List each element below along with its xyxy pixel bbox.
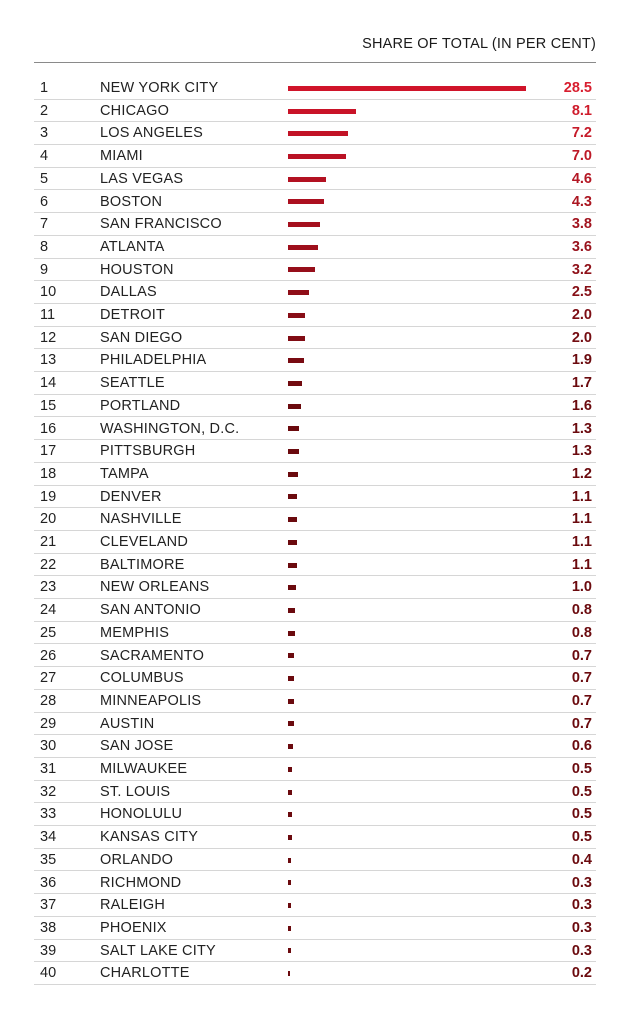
city-label: RICHMOND	[100, 874, 182, 891]
city-label: SEATTLE	[100, 375, 165, 392]
value-label: 0.7	[571, 647, 592, 664]
rank-label: 10	[40, 284, 57, 301]
rank-label: 6	[40, 193, 49, 210]
rank-label: 22	[40, 556, 57, 573]
bar	[288, 358, 304, 363]
city-label: NEW ORLEANS	[100, 579, 210, 596]
value-label: 0.7	[571, 670, 592, 687]
value-label: 4.3	[571, 193, 592, 210]
value-label: 2.5	[571, 284, 592, 301]
value-label: 2.0	[571, 329, 592, 346]
bar	[288, 812, 292, 817]
rank-label: 38	[40, 919, 57, 936]
value-label: 1.7	[571, 375, 592, 392]
table-row	[34, 191, 596, 214]
table-row	[34, 940, 596, 963]
table-row	[34, 418, 596, 441]
bar	[288, 154, 346, 159]
rank-label: 28	[40, 692, 57, 709]
rank-label: 27	[40, 670, 57, 687]
table-row	[34, 168, 596, 191]
rank-label: 4	[40, 148, 49, 165]
bar	[288, 245, 318, 250]
value-label: 0.3	[571, 874, 592, 891]
bar	[288, 199, 324, 204]
value-label: 0.3	[571, 919, 592, 936]
rank-label: 39	[40, 942, 57, 959]
table-row	[34, 554, 596, 577]
bar	[288, 563, 297, 568]
city-label: CHICAGO	[100, 102, 170, 119]
bar	[288, 721, 294, 726]
bar	[288, 267, 315, 272]
bar	[288, 903, 291, 908]
rank-label: 40	[40, 965, 57, 982]
bar	[288, 381, 302, 386]
value-label: 4.6	[571, 170, 592, 187]
value-label: 0.3	[571, 942, 592, 959]
rank-label: 12	[40, 329, 57, 346]
city-label: RALEIGH	[100, 897, 166, 914]
value-label: 1.2	[571, 465, 592, 482]
rank-label: 36	[40, 874, 57, 891]
table-row	[34, 486, 596, 509]
rank-label: 34	[40, 829, 57, 846]
rank-label: 31	[40, 761, 57, 777]
rank-label: 14	[40, 375, 57, 392]
value-label: 1.0	[571, 579, 592, 596]
city-label: MILWAUKEE	[100, 761, 188, 777]
bar	[288, 517, 297, 522]
city-label: PHILADELPHIA	[100, 352, 207, 369]
value-label: 0.2	[571, 965, 592, 982]
table-row	[34, 781, 596, 804]
value-label: 0.5	[571, 761, 592, 777]
rank-label: 18	[40, 465, 57, 482]
bar	[288, 790, 292, 795]
rank-label: 21	[40, 534, 57, 550]
table-row	[34, 894, 596, 917]
bar	[288, 290, 309, 295]
rank-label: 5	[40, 170, 49, 187]
table-row	[34, 713, 596, 736]
value-label: 8.1	[571, 102, 592, 119]
table-row	[34, 849, 596, 872]
bar	[288, 449, 299, 454]
city-label: SAN DIEGO	[100, 329, 183, 346]
value-label: 3.2	[571, 261, 592, 278]
city-label: CLEVELAND	[100, 534, 189, 550]
rank-label: 20	[40, 511, 57, 528]
city-label: PITTSBURGH	[100, 443, 196, 460]
table-row	[34, 372, 596, 395]
rank-label: 17	[40, 443, 57, 460]
value-label: 1.1	[571, 556, 592, 573]
rank-label: 29	[40, 715, 57, 732]
bar	[288, 653, 294, 658]
city-label: ATLANTA	[100, 238, 165, 255]
rank-label: 24	[40, 602, 57, 619]
bar	[288, 585, 296, 590]
bar	[288, 313, 305, 318]
chart-title: SHARE OF TOTAL (IN PER CENT)	[362, 36, 596, 52]
city-label: NASHVILLE	[100, 511, 182, 528]
city-label: DETROIT	[100, 307, 166, 323]
rank-label: 7	[40, 216, 49, 233]
rank-label: 30	[40, 738, 57, 755]
bar	[288, 858, 291, 863]
value-label: 3.8	[571, 216, 592, 233]
value-label: 0.7	[571, 692, 592, 709]
value-label: 3.6	[571, 238, 592, 255]
city-label: SACRAMENTO	[100, 647, 205, 664]
rank-label: 33	[40, 806, 57, 823]
table-row	[34, 758, 596, 781]
bar	[288, 744, 293, 749]
table-row	[34, 145, 596, 168]
city-label: AUSTIN	[100, 715, 155, 732]
bar	[288, 971, 290, 976]
value-label: 0.8	[571, 624, 592, 641]
table-row	[34, 77, 596, 100]
bar	[288, 880, 291, 885]
table-row	[34, 917, 596, 940]
value-label: 1.1	[571, 488, 592, 505]
value-label: 0.5	[571, 829, 592, 846]
bar	[288, 222, 320, 227]
city-label: BALTIMORE	[100, 556, 185, 573]
city-label: CHARLOTTE	[100, 965, 190, 982]
rank-label: 19	[40, 488, 57, 505]
bar	[288, 948, 291, 953]
city-label: MINNEAPOLIS	[100, 692, 202, 709]
rank-label: 32	[40, 783, 57, 800]
bar	[288, 676, 294, 681]
value-label: 0.8	[571, 602, 592, 619]
bar	[288, 472, 298, 477]
value-label: 1.6	[571, 397, 592, 414]
city-label: LAS VEGAS	[100, 170, 184, 187]
value-label: 0.5	[571, 806, 592, 823]
city-label: TAMPA	[100, 465, 149, 482]
table-row	[34, 236, 596, 259]
bar	[288, 426, 299, 431]
bar	[288, 835, 292, 840]
rank-label: 9	[40, 261, 49, 278]
table-row	[34, 508, 596, 531]
value-label: 0.6	[571, 738, 592, 755]
bar	[288, 926, 291, 931]
table-row	[34, 349, 596, 372]
table-row	[34, 667, 596, 690]
rank-label: 2	[40, 102, 49, 119]
table-row	[34, 599, 596, 622]
value-label: 1.9	[571, 352, 592, 369]
table-row	[34, 803, 596, 826]
table-row	[34, 463, 596, 486]
rank-label: 1	[40, 80, 49, 96]
city-label: DALLAS	[100, 284, 157, 301]
bar	[288, 86, 526, 91]
table-row	[34, 281, 596, 304]
table-row	[34, 304, 596, 327]
city-label: PHOENIX	[100, 919, 167, 936]
city-label: SAN JOSE	[100, 738, 174, 755]
bar	[288, 767, 292, 772]
city-label: HONOLULU	[100, 806, 183, 823]
city-label: PORTLAND	[100, 397, 181, 414]
table-row	[34, 395, 596, 418]
header-divider	[34, 62, 596, 63]
city-label: SALT LAKE CITY	[100, 942, 216, 959]
value-label: 0.5	[571, 783, 592, 800]
value-label: 1.1	[571, 534, 592, 550]
table-row	[34, 213, 596, 236]
table-row	[34, 122, 596, 145]
city-label: COLUMBUS	[100, 670, 184, 687]
rank-label: 23	[40, 579, 57, 596]
city-label: HOUSTON	[100, 261, 174, 278]
rank-label: 26	[40, 647, 57, 664]
city-label: BOSTON	[100, 193, 163, 210]
rank-label: 16	[40, 420, 57, 437]
city-label: SAN FRANCISCO	[100, 216, 222, 233]
bar	[288, 109, 356, 114]
rank-label: 15	[40, 397, 57, 414]
bar	[288, 608, 295, 613]
city-label: WASHINGTON, D.C.	[100, 420, 240, 437]
city-label: ST. LOUIS	[100, 783, 171, 800]
table-row	[34, 440, 596, 463]
table-row	[34, 872, 596, 895]
city-label: DENVER	[100, 488, 162, 505]
bar	[288, 131, 348, 136]
city-label: LOS ANGELES	[100, 125, 203, 142]
bar	[288, 540, 297, 545]
value-label: 7.2	[571, 125, 592, 142]
value-label: 7.0	[571, 148, 592, 165]
value-label: 28.5	[563, 80, 592, 96]
value-label: 0.4	[571, 851, 592, 868]
table-row	[34, 962, 596, 985]
bar	[288, 177, 326, 182]
value-label: 1.3	[571, 420, 592, 437]
value-label: 1.3	[571, 443, 592, 460]
table-row	[34, 576, 596, 599]
bar	[288, 631, 295, 636]
table-row	[34, 690, 596, 713]
value-label: 0.3	[571, 897, 592, 914]
table-row	[34, 735, 596, 758]
table-row	[34, 100, 596, 123]
rank-label: 3	[40, 125, 49, 142]
table-row	[34, 531, 596, 554]
table-row	[34, 259, 596, 282]
bar	[288, 699, 294, 704]
value-label: 2.0	[571, 307, 592, 323]
rank-label: 35	[40, 851, 57, 868]
rank-label: 11	[40, 307, 56, 323]
table-row	[34, 327, 596, 350]
rank-label: 25	[40, 624, 57, 641]
bar	[288, 494, 297, 499]
city-label: KANSAS CITY	[100, 829, 199, 846]
value-label: 1.1	[571, 511, 592, 528]
table-row	[34, 622, 596, 645]
rank-label: 37	[40, 897, 57, 914]
table-row	[34, 645, 596, 668]
city-label: MIAMI	[100, 148, 143, 165]
city-label: NEW YORK CITY	[100, 80, 219, 96]
row-divider	[34, 984, 596, 985]
table-row	[34, 826, 596, 849]
city-label: MEMPHIS	[100, 624, 170, 641]
city-label: ORLANDO	[100, 851, 174, 868]
city-label: SAN ANTONIO	[100, 602, 202, 619]
bar	[288, 336, 305, 341]
rank-label: 13	[40, 352, 57, 369]
value-label: 0.7	[571, 715, 592, 732]
bar	[288, 404, 301, 409]
rank-label: 8	[40, 238, 49, 255]
